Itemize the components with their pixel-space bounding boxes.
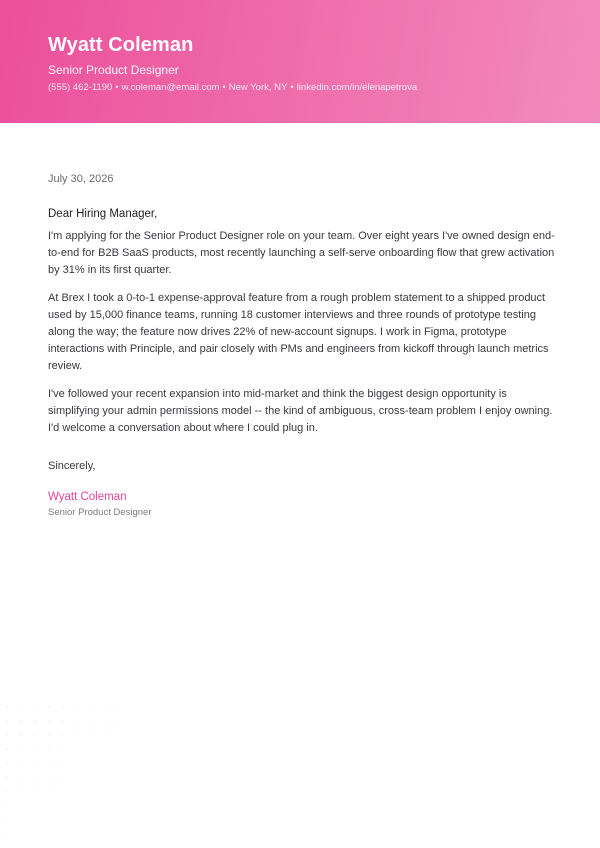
contact-location: New York, NY	[228, 82, 288, 93]
salutation: Dear Hiring Manager,	[48, 208, 158, 220]
applicant-name: Wyatt Coleman	[48, 34, 194, 56]
paragraph-closing: I've followed your recent expansion into mid-market and think the biggest design opportunity is simplifying your admin permissions model -- the kind of ambiguous, cross-team problem I enjoy owning. I'd welcome a conversation about where I could plug in.	[48, 387, 553, 435]
contact-separator: •	[115, 82, 119, 93]
signature-title: Senior Product Designer	[48, 507, 152, 519]
contact-linkedin[interactable]: linkedin.com/in/elenapetrova	[296, 82, 418, 93]
contact-line	[48, 82, 552, 94]
contact-separator: •	[290, 82, 294, 93]
applicant-title: Senior Product Designer	[48, 63, 179, 77]
letter-body	[48, 172, 556, 519]
contact-phone: (555) 462-1190	[48, 82, 113, 93]
paragraph-experience: At Brex I took a 0-to-1 expense-approval feature from a rough problem statement to a shipped product used by 15,000 finance teams, running 18 customer interviews and three rounds of prototype testing along the way; the feature now drives 22% of new-account signups. I work in Figma, prototype interactions with Principle, and pair closely with PMs and engineers from kickoff through launch metrics review.	[48, 291, 549, 373]
paragraph-intro: I'm applying for the Senior Product Designer role on your team. Over eight years I've owned design end-to-end for B2B SaaS products, most recently launching a self-serve onboarding flow that grew activation by 31% in its first quarter.	[48, 230, 555, 277]
contact-email[interactable]: w.coleman@email.com	[121, 82, 220, 93]
signature-name: Wyatt Coleman	[48, 491, 127, 504]
letterhead	[0, 0, 600, 123]
letter-date: July 30, 2026	[48, 173, 114, 185]
contact-separator: •	[222, 82, 226, 93]
closing: Sincerely,	[48, 460, 96, 473]
decorative-dot-pattern	[0, 700, 140, 848]
